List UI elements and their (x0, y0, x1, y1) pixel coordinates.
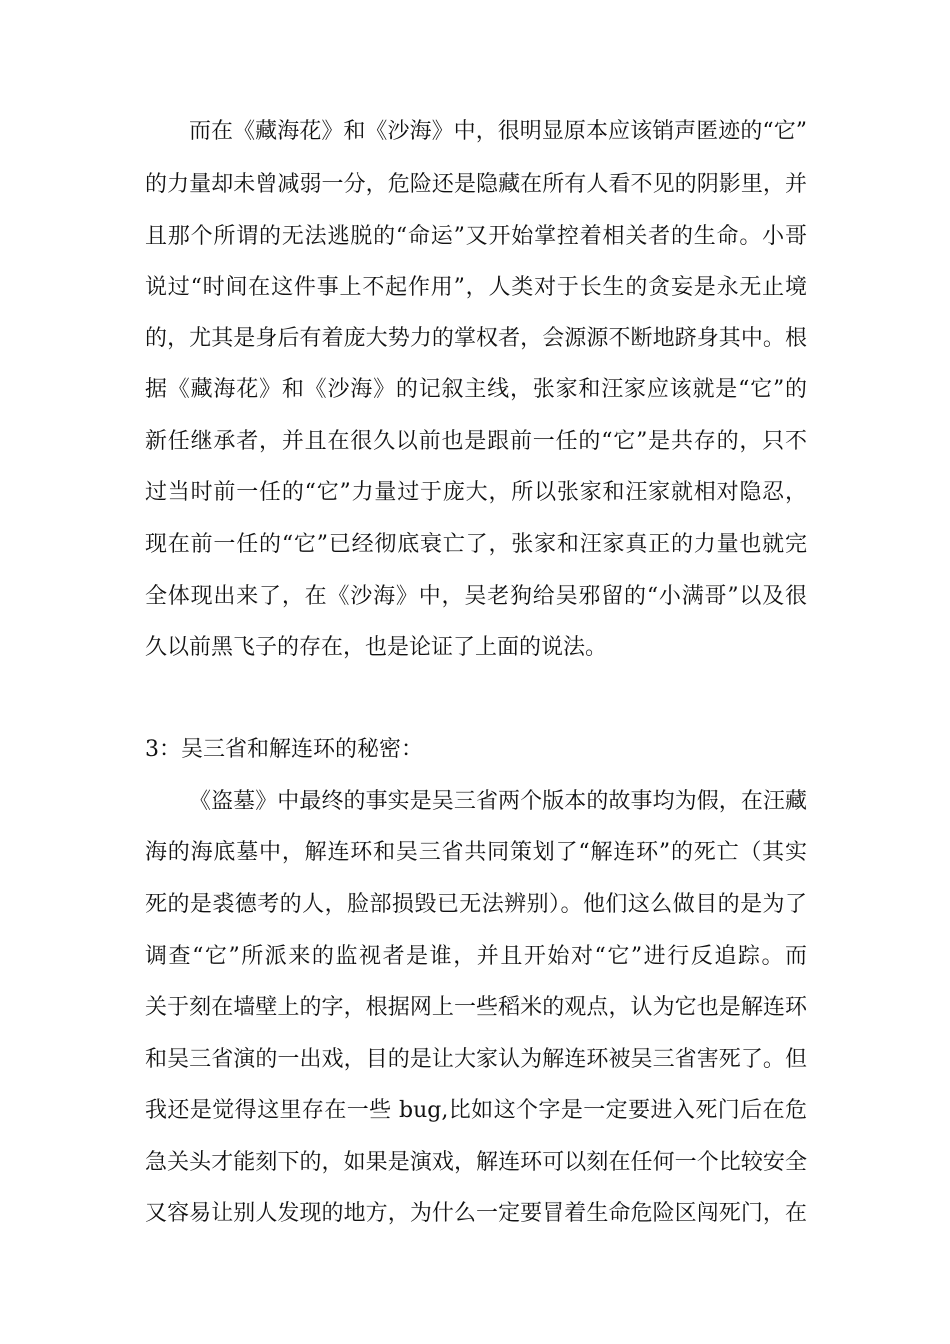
section-3-line: 《盗墓》中最终的事实是吴三省两个版本的故事均为假，在汪藏 (189, 789, 807, 814)
paragraph-1-line: 新任继承者，并且在很久以前也是跟前一任的“它”是共存的，只不 (145, 429, 807, 454)
section-3-line: 和吴三省演的一出戏，目的是让大家认为解连环被吴三省害死了。但 (145, 1047, 807, 1072)
paragraph-1-line: 而在《藏海花》和《沙海》中，很明显原本应该销声匿迹的“它” (189, 119, 807, 144)
section-3-line: 海的海底墓中，解连环和吴三省共同策划了“解连环”的死亡（其实 (145, 840, 807, 865)
paragraph-1-line: 全体现出来了，在《沙海》中，吴老狗给吴邪留的“小满哥”以及很 (145, 584, 807, 609)
section-3-line: 死的是裘德考的人，脸部损毁已无法辨别）。他们这么做目的是为了 (145, 892, 807, 917)
paragraph-1-line: 现在前一任的“它”已经彻底衰亡了，张家和汪家真正的力量也就完 (145, 532, 807, 557)
paragraph-1-line: 据《藏海花》和《沙海》的记叙主线，张家和汪家应该就是“它”的 (145, 377, 807, 402)
paragraph-1-line: 且那个所谓的无法逃脱的“命运”又开始掌控着相关者的生命。小哥 (145, 224, 807, 249)
paragraph-1-line: 过当时前一任的“它”力量过于庞大，所以张家和汪家就相对隐忍， (145, 480, 807, 505)
paragraph-1-line: 的力量却未曾减弱一分，危险还是隐藏在所有人看不见的阴影里，并 (145, 172, 807, 197)
section-3-line: 又容易让别人发现的地方，为什么一定要冒着生命危险区闯死门，在 (145, 1201, 807, 1226)
section-3-line: 急关头才能刻下的，如果是演戏，解连环可以刻在任何一个比较安全 (145, 1150, 807, 1175)
paragraph-1-line: 说过“时间在这件事上不起作用”，人类对于长生的贪妄是永无止境 (145, 275, 807, 300)
section-3-line: 我还是觉得这里存在一些 bug,比如这个字是一定要进入死门后在危 (145, 1098, 807, 1123)
paragraph-1-line: 久以前黑飞子的存在，也是论证了上面的说法。 (145, 635, 608, 660)
paragraph-1-line: 的，尤其是身后有着庞大势力的掌权者，会源源不断地跻身其中。根 (145, 326, 807, 351)
section-heading: 3：吴三省和解连环的秘密： (145, 737, 423, 762)
section-3-line: 关于刻在墙壁上的字，根据网上一些稻米的观点，认为它也是解连环 (145, 995, 807, 1020)
section-3-line: 调查“它”所派来的监视者是谁，并且开始对“它”进行反追踪。而 (145, 944, 807, 969)
